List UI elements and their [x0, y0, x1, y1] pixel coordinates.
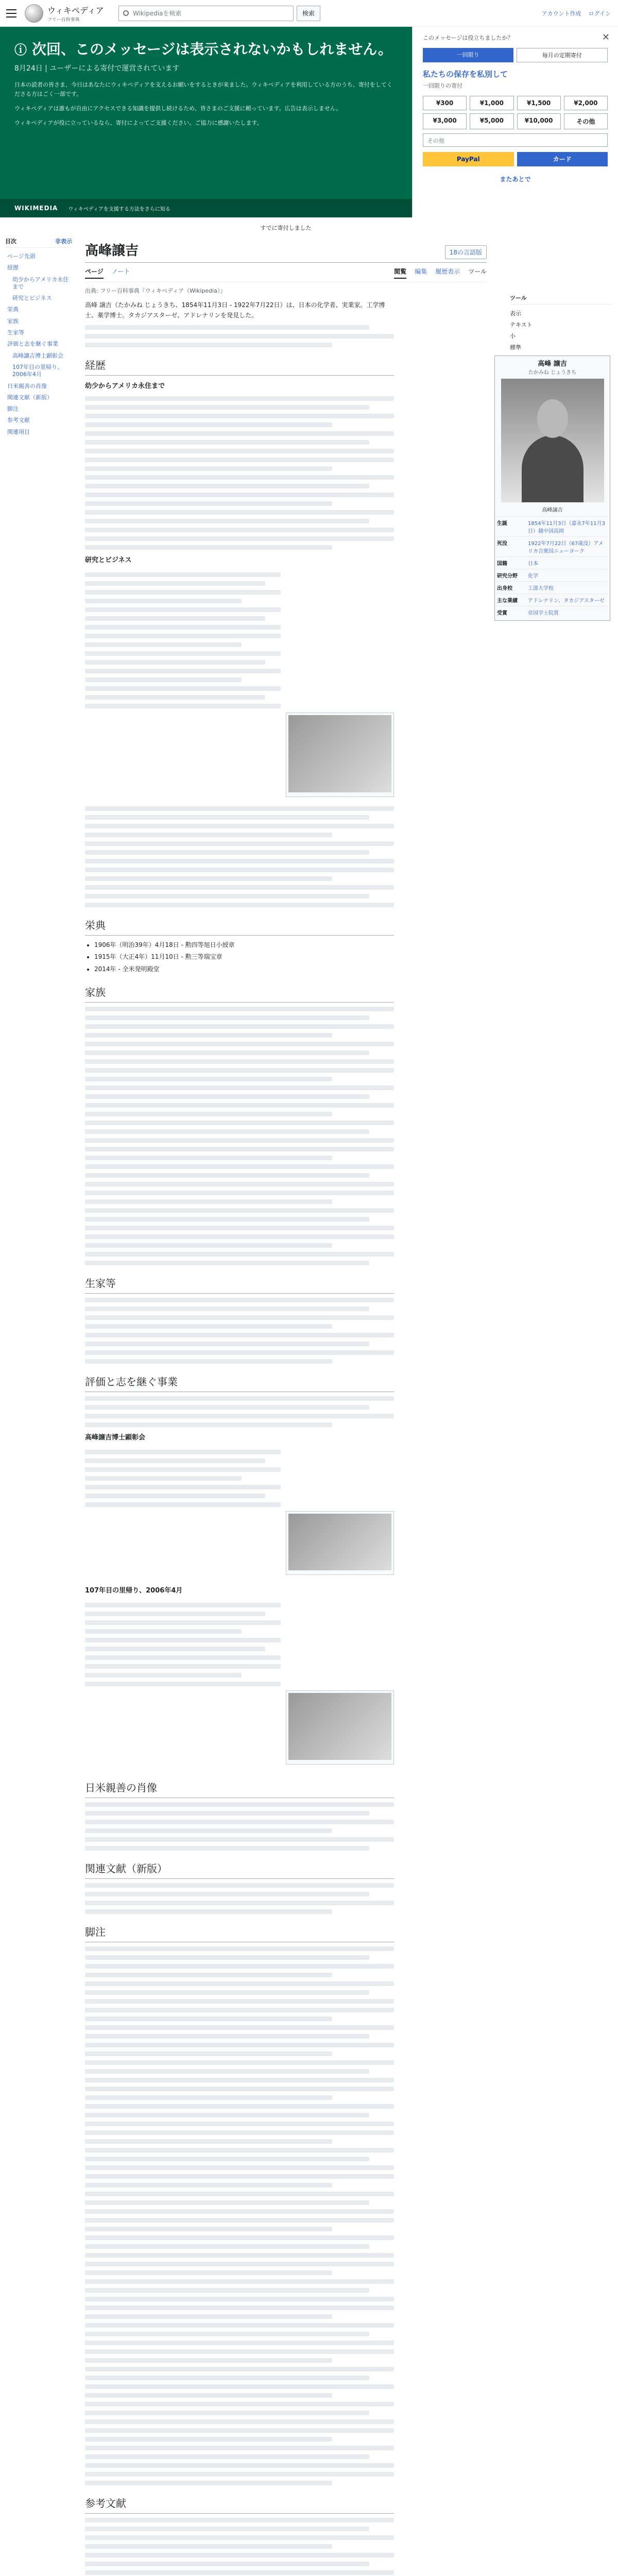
banner-paragraph: 日本の読者の皆さま、今日はあなたにウィキペディアを支えるお願いをするときが来ました。ウィキペディアを利用している方のうち、寄付をしてくださる方はごく一部です。: [14, 81, 392, 98]
section-heading: 参考文献: [85, 2495, 394, 2514]
infobox-row: [497, 556, 608, 569]
article-text: [85, 568, 281, 713]
honor-item: • 2014年 - 全米発明殿堂: [94, 964, 394, 974]
user-links: [542, 9, 611, 18]
page-tabs: [85, 267, 487, 282]
section-heading: 生家等: [85, 1275, 394, 1294]
toc-item[interactable]: 関連項目: [7, 428, 30, 435]
maybe-later-link[interactable]: またあとで: [500, 175, 531, 183]
site-header: [0, 0, 618, 27]
toc-item[interactable]: 高峰譲吉博士顕彰会: [12, 352, 63, 359]
paypal-button[interactable]: PayPal: [423, 152, 514, 166]
amount-button[interactable]: ¥10,000: [517, 113, 561, 129]
article-text: [85, 1802, 394, 1851]
section-heading: 評価と志を継ぐ事業: [85, 1373, 394, 1392]
site-notice[interactable]: すでに寄付しました: [260, 225, 312, 231]
card-button[interactable]: カード: [517, 152, 608, 166]
article-text: [85, 1883, 394, 1914]
amount-button[interactable]: ¥1,000: [470, 96, 513, 110]
section-heading: 関連文献（新版）: [85, 1860, 394, 1879]
infobox-key: 出身校: [497, 586, 512, 591]
toc-item[interactable]: 日米親善の肖像: [7, 382, 47, 389]
section-heading: 経歴: [85, 357, 394, 376]
infobox-reading: たかみね じょうきち: [528, 370, 577, 376]
toc-item[interactable]: 家族: [7, 317, 19, 325]
section-heading: 脚注: [85, 1923, 394, 1942]
site-logo[interactable]: [25, 4, 112, 23]
amount-button[interactable]: ¥1,500: [517, 96, 561, 110]
infobox-value[interactable]: アドレナリン、タカジアスターゼ: [528, 598, 605, 604]
page-title: 高峰譲吉: [85, 243, 139, 259]
fundraising-banner: [0, 27, 412, 217]
infobox-value[interactable]: 1922年7月22日（67歳没）アメリカ合衆国ニューヨーク: [528, 541, 604, 554]
donate-heading: 私たちの保存を私別して: [423, 69, 508, 79]
amount-button[interactable]: ¥5,000: [470, 113, 513, 129]
infobox-value[interactable]: 工部大学校: [528, 586, 554, 591]
create-account-link[interactable]: アカウント作成: [541, 10, 581, 17]
tab-edit[interactable]: 編集: [415, 268, 427, 275]
infobox-name: 高峰 譲吉: [538, 360, 567, 368]
main-content: [85, 222, 487, 2576]
toc-item[interactable]: 生家等: [7, 329, 24, 336]
infobox-key: 国籍: [497, 561, 507, 567]
infobox-row: [497, 536, 608, 556]
page-source-note: 出典: フリー百科事典『ウィキペディア（Wikipedia）』: [85, 287, 226, 294]
infobox-row: [497, 516, 608, 536]
portrait-caption: 高峰譲吉: [542, 507, 563, 513]
banner-title: 次回、このメッセージは表示されないかもしれません。: [32, 41, 393, 58]
login-link[interactable]: ログイン: [588, 10, 611, 17]
infobox-key: 受賞: [497, 611, 507, 616]
tools-option[interactable]: テキスト: [510, 321, 533, 328]
toc-item[interactable]: 107年目の里帰り、2006年4月: [12, 363, 63, 378]
article-text: [85, 1599, 281, 1690]
wikipedia-globe-icon: [25, 4, 43, 23]
close-icon[interactable]: ✕: [602, 32, 610, 43]
subsection-heading: 研究とビジネス: [85, 556, 132, 564]
infobox-value[interactable]: 化学: [528, 573, 538, 579]
amount-button[interactable]: ¥3,000: [423, 113, 467, 129]
toc-hide-button[interactable]: 非表示: [55, 238, 72, 245]
donation-form: [412, 27, 618, 217]
honor-item: • 1915年（大正4年）11月10日 - 勲三等瑞宝章: [94, 952, 394, 962]
infobox-key: 死没: [497, 541, 507, 547]
toc-item[interactable]: 幼少からアメリカ永住まで: [12, 276, 69, 290]
tools-option[interactable]: 表示: [510, 310, 521, 317]
banner-paragraph: ウィキペディアが役に立っているなら、寄付によってご支援ください。ご協力に感謝いたします。: [14, 120, 263, 127]
infobox-key: 研究分野: [497, 573, 518, 579]
one-time-option[interactable]: 一回限り: [423, 48, 513, 62]
references: [85, 2518, 394, 2576]
article-text: [85, 1396, 394, 1427]
article-text: [85, 1007, 394, 1265]
search-button[interactable]: 検索: [297, 6, 320, 21]
article-text: [85, 396, 394, 550]
toc-item[interactable]: 評価と志を継ぐ事業: [7, 341, 58, 348]
amount-options: [423, 96, 608, 129]
subsection-heading: 107年目の里帰り、2006年4月: [85, 1587, 183, 1595]
portrait-image[interactable]: [501, 379, 604, 502]
toc-item[interactable]: 経歴: [7, 264, 19, 272]
article-text: [85, 806, 394, 907]
tab-page[interactable]: ページ: [85, 267, 104, 279]
banner-paragraph: ウィキペディアは誰もが自由にアクセスできる知識を提供し続けるため、皆さまのご支援に頼っています。広告は表示しません。: [14, 105, 342, 112]
amount-button[interactable]: ¥300: [423, 96, 467, 110]
other-amount-input[interactable]: その他: [423, 133, 608, 147]
tools-panel: [510, 294, 613, 364]
article-image[interactable]: [286, 1690, 394, 1765]
banner-footer-link[interactable]: ウィキペディアを支援する方法をさらに知る: [68, 206, 170, 212]
banner-subtitle: 8月24日 | ユーザーによる寄付で運営されています: [14, 64, 180, 73]
toc-item[interactable]: ページ先頭: [7, 253, 36, 260]
honor-item: • 1906年（明治39年）4月18日 - 勲四等旭日小綬章: [94, 940, 394, 950]
toc-heading: 目次: [5, 238, 16, 245]
search-input[interactable]: Wikipediaを検索: [118, 6, 294, 21]
tools-option[interactable]: 標準: [510, 344, 521, 351]
table-of-contents: [0, 237, 77, 438]
section-heading: 栄典: [85, 917, 394, 936]
donate-frequency-label: 一回限りの寄付: [423, 82, 462, 89]
toc-item[interactable]: 参考文献: [7, 417, 30, 424]
tab-tools[interactable]: ツール: [468, 268, 487, 275]
tab-talk[interactable]: ノート: [111, 268, 130, 275]
section-heading: 家族: [85, 984, 394, 1003]
article-text: [85, 325, 394, 347]
footnotes: [85, 1946, 394, 2485]
infobox-value[interactable]: 1854年11月3日（嘉永7年11月3日）越中国高岡: [528, 521, 605, 534]
tools-heading: ツール: [510, 294, 613, 304]
infobox-row: [497, 594, 608, 606]
infobox-row: [497, 569, 608, 581]
site-name: ウィキペディア: [47, 5, 104, 15]
article-text: [85, 1298, 394, 1364]
tools-option[interactable]: 小: [510, 333, 516, 340]
donate-question: このメッセージは役立ちましたか？: [423, 35, 513, 41]
infobox-key: 主な業績: [497, 598, 518, 604]
toc-item[interactable]: 研究とビジネス: [12, 295, 52, 302]
infobox-key: 生誕: [497, 521, 507, 527]
toc-item[interactable]: 栄典: [7, 306, 19, 313]
infobox: [494, 355, 610, 621]
monthly-option[interactable]: 毎月の定期寄付: [517, 48, 608, 62]
toc-item[interactable]: 関連文献（新版）: [7, 394, 53, 401]
infobox-value[interactable]: 日本: [528, 561, 538, 567]
wikimedia-logo: WIKIMEDIA: [14, 205, 58, 212]
article-image[interactable]: [286, 713, 394, 797]
menu-icon[interactable]: [6, 9, 18, 18]
section-heading: 日米親善の肖像: [85, 1779, 394, 1798]
lead-paragraph: 高峰 譲吉（たかみね じょうきち、1854年11月3日 - 1922年7月22日）は、日本の化学者、実業家。工学博士、薬学博士。タカジアスターゼ、アドレナリンを発見した。: [85, 301, 385, 319]
infobox-row: [497, 606, 608, 618]
subsection-heading: 高峰譲吉博士顕彰会: [85, 1434, 146, 1442]
site-tagline: フリー百科事典: [47, 17, 80, 23]
toc-item[interactable]: 脚注: [7, 405, 19, 413]
language-button[interactable]: 18の言語版: [445, 245, 487, 259]
search-icon: [123, 10, 129, 16]
infobox-row: [497, 581, 608, 594]
infobox-value[interactable]: 帝国学士院賞: [528, 611, 559, 616]
amount-button[interactable]: ¥2,000: [564, 96, 608, 110]
amount-button[interactable]: その他: [564, 113, 608, 129]
subsection-heading: 幼少からアメリカ永住まで: [85, 382, 165, 390]
tab-read[interactable]: 閲覧: [394, 267, 406, 279]
tab-history[interactable]: 履歴表示: [435, 268, 460, 275]
article-text: [85, 1446, 281, 1511]
article-image[interactable]: [286, 1511, 394, 1575]
info-icon: ⓘ: [14, 42, 27, 57]
